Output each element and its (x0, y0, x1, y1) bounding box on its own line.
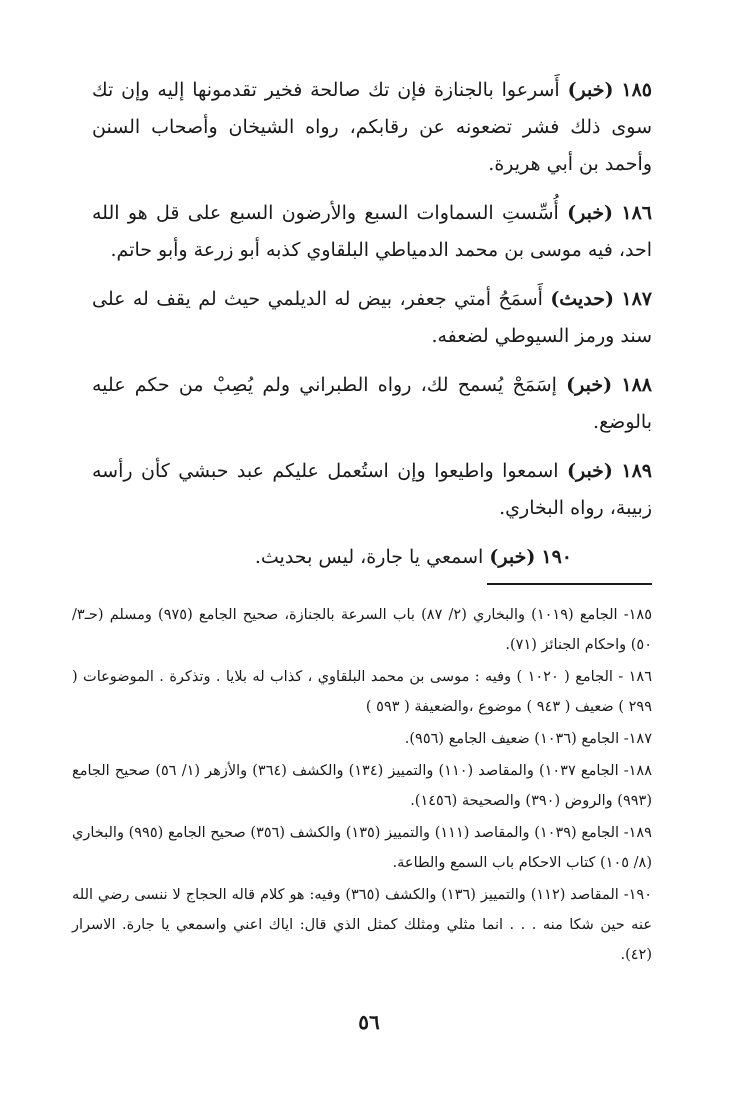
footnote-divider (487, 583, 652, 585)
footnotes-section (72, 600, 652, 972)
footnote-number: ١٨٥- (623, 607, 652, 623)
entry-188 (92, 367, 652, 441)
footnote-187 (72, 724, 652, 754)
entry-text: أَسمَحُ أمتي جعفر، بيض له الديلمي حيث لم يقف له على سند ورمز السيوطي لضعفه. (92, 288, 652, 347)
entry-number: ١٨٥ (621, 79, 652, 101)
footnote-number: ١٨٧- (623, 731, 652, 747)
entry-text: إسَمَحْ يُسمح لك، رواه الطبراني ولم يُصِبْ من حكم عليه بالوضع. (92, 374, 652, 433)
footnote-text: الجامع (١٠٣٦) ضعيف الجامع (٩٥٦). (404, 731, 620, 747)
page-number: ٥٦ (358, 1010, 380, 1034)
entries-section (92, 72, 652, 588)
footnote-text: الجامع ( ١٠٢٠ ) وفيه : موسى بن محمد البلقاوي ، كذاب له بلايا . وتذكرة . الموضوعات ( ٢٩٩ ) ضعيف ( ٩٤٣ ) موضوع ،والضعيفة ( ٥٩٣ ) (72, 669, 652, 715)
footnote-186 (72, 662, 652, 722)
footnote-number: ١٨٨- (623, 763, 653, 779)
entry-label: (خبر) (566, 374, 613, 396)
entry-label: (خبر) (567, 79, 614, 101)
footnote-number: ١٨٦ - (618, 669, 653, 685)
entry-186 (92, 195, 652, 269)
entry-number: ١٨٦ (621, 202, 652, 224)
footnote-185 (72, 600, 652, 660)
footnote-text: المقاصد (١١٢) والتمييز (١٣٦) والكشف (٣٦٥) وفيه: هو كلام قاله الحجاج لا ننسى رضي الله عنه حين شكا منه . . . انما مثلي ومثلك كمثل الذي قال: اياك اعني واسمعي يا جارة. الاسرار (٤٢). (72, 887, 652, 963)
footnote-number: ١٩٠- (623, 887, 653, 903)
entry-187 (92, 281, 652, 355)
footnote-189 (72, 818, 652, 878)
footnote-190 (72, 880, 652, 970)
entry-189 (92, 453, 652, 527)
entry-190 (92, 539, 652, 576)
entry-number: ١٨٩ (621, 460, 652, 482)
entry-text: أُسِّستِ السماوات السبع والأرضون السبع على قل هو الله احد، فيه موسى بن محمد الدمياطي البلقاوي كذبه أبو زرعة وأبو حاتم. (92, 202, 652, 261)
footnote-text: الجامع (١٠٣٩) والمقاصد (١١١) والتمييز (١٣٥) والكشف (٣٥٦) صحيح الجامع (٩٩٥) والبخاري (٨/ ١٠٥) كتاب الاحكام باب السمع والطاعة. (72, 825, 652, 871)
entry-label: (خبر) (566, 460, 613, 482)
entry-text: اسمعي يا جارة، ليس بحديث. (254, 546, 484, 568)
entry-number: ١٨٨ (621, 374, 652, 396)
entry-number: ١٨٧ (621, 288, 652, 310)
entry-185 (92, 72, 652, 183)
entry-label: (خبر) (489, 546, 536, 568)
footnote-text: الجامع ١٠٣٧) والمقاصد (١١٠) والتمييز (١٣٤) والكشف (٣٦٤) والأزهر (١/ ٥٦) صحيح الجامع (٩٩٣) والروض (٣٩٠) والصحيحة (١٤٥٦). (72, 763, 652, 809)
entry-text: أَسرعوا بالجنازة فإن تك صالحة فخير تقدمونها إليه وإن تك سوى ذلك فشر تضعونه عن رقابكم، رواه الشيخان وأصحاب السنن وأحمد بن أبي هريرة. (92, 79, 652, 175)
footnote-188 (72, 756, 652, 816)
entry-text: اسمعوا واطيعوا وإن استُعمل عليكم عبد حبشي كأن رأسه زبيبة، رواه البخاري. (92, 460, 652, 519)
footnote-number: ١٨٩- (623, 825, 652, 841)
entry-label: (حديث) (550, 288, 614, 310)
entry-label: (خبر) (567, 202, 614, 224)
entry-number: ١٩٠ (541, 546, 572, 568)
footnote-text: الجامع (١٠١٩) والبخاري (٢/ ٨٧) باب السرعة بالجنازة، صحيح الجامع (٩٧٥) ومسلم (حـ٣/ ٥٠) واحكام الجنائز (٧١). (72, 607, 652, 653)
